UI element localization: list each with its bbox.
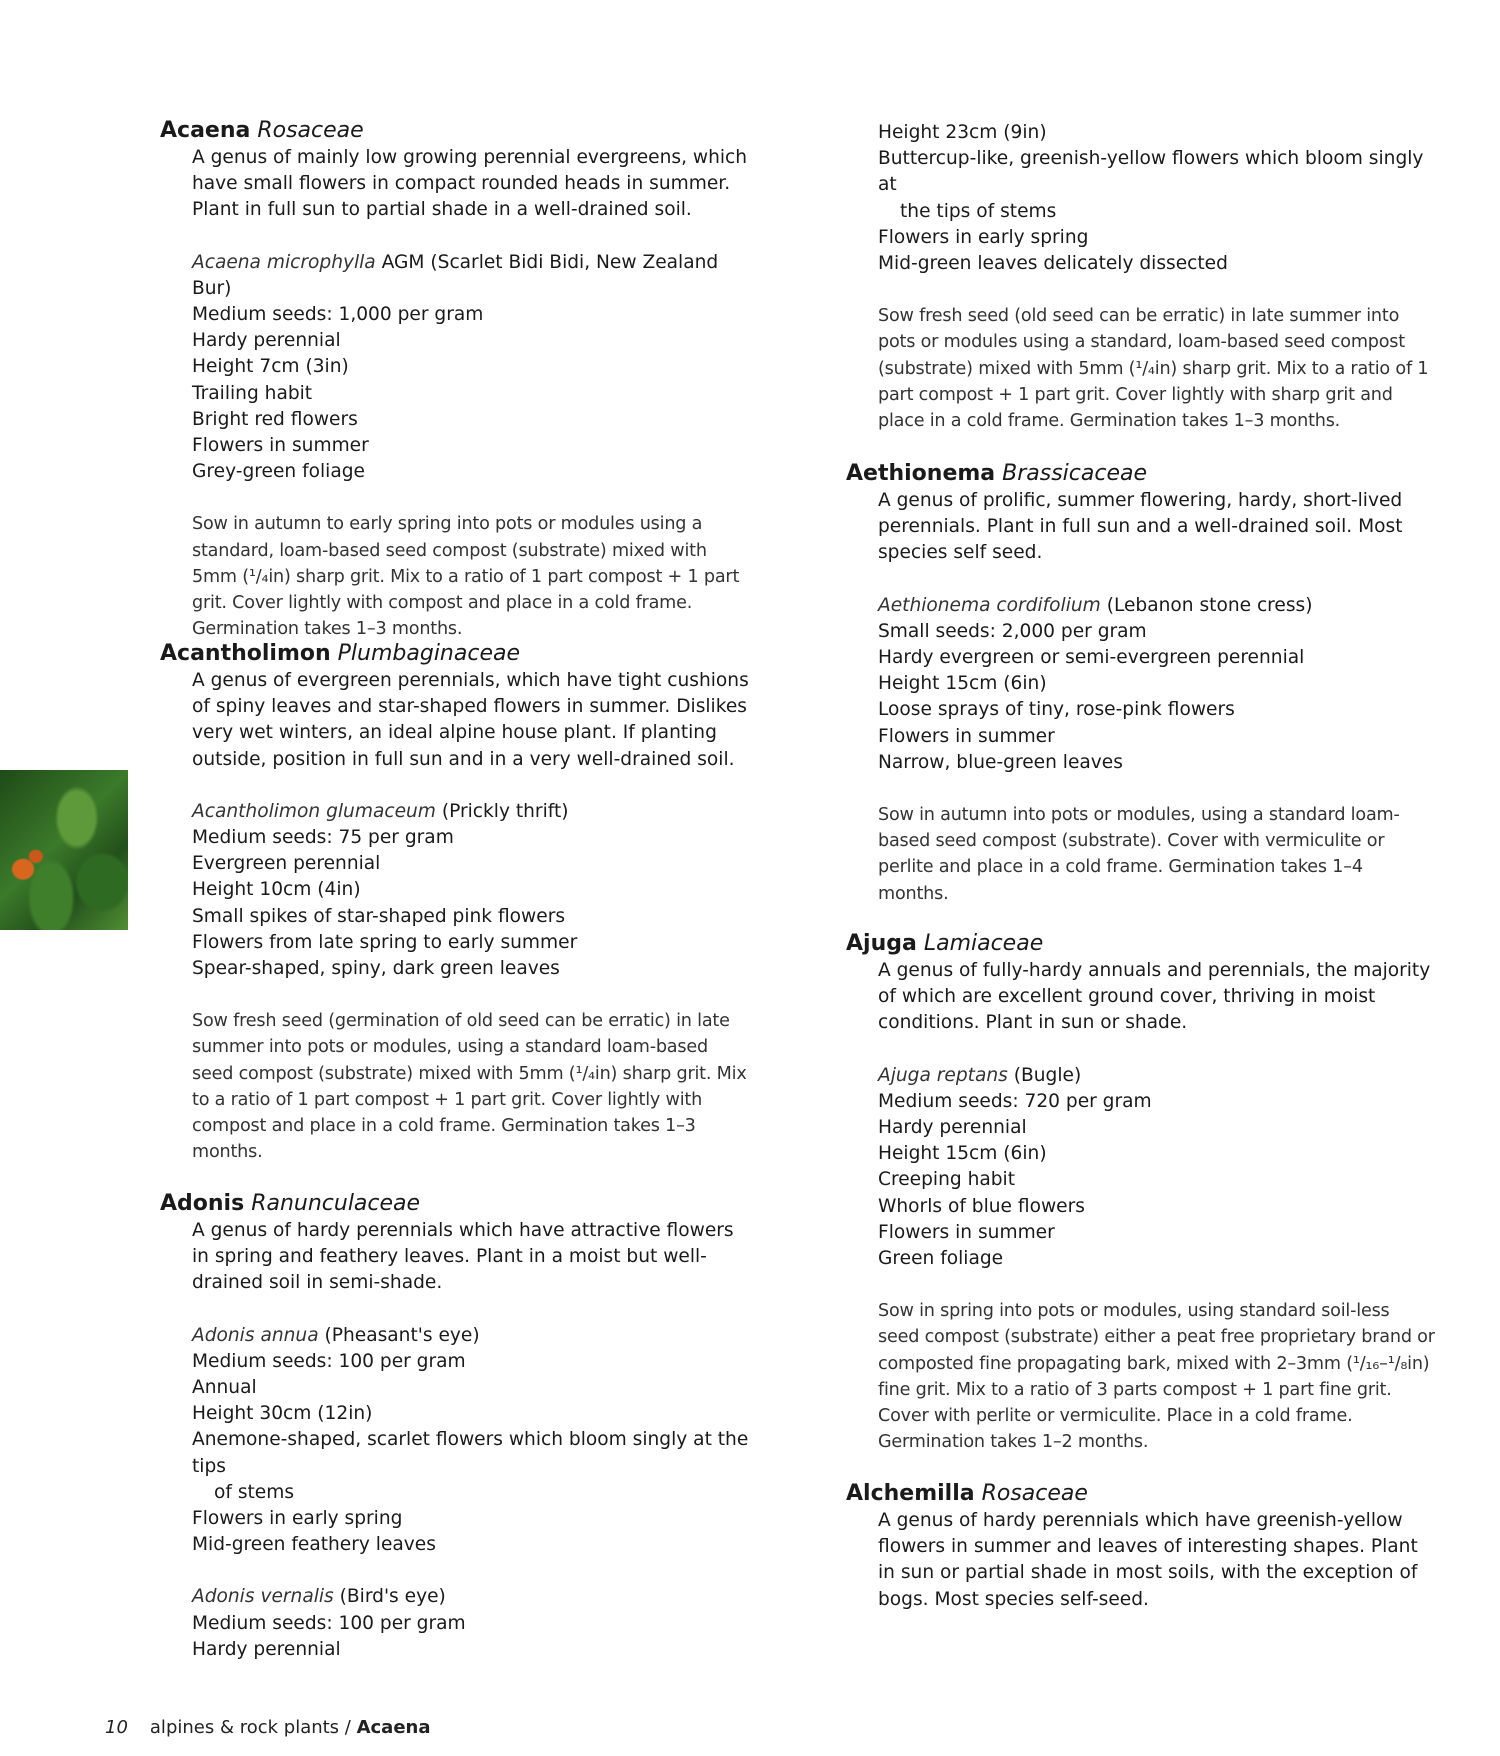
species-title [192,250,750,302]
genus-description: A genus of hardy perennials which have greenish-yellow flowers in summer and leaves of interesting shapes. Plant in sun or partial shade in most soils, with the exception of bogs. Most species self-seed. [878,1510,1418,1610]
species-block [878,120,1436,277]
genus-heading [160,1190,750,1218]
species-detail: Flowers in early spring [192,1508,403,1530]
family-name: Rosaceae [981,1481,1088,1506]
species-detail: Buttercup-like, greenish-yellow flowers which bloom singly at [878,148,1424,196]
species-detail: Medium seeds: 720 per gram [878,1090,1152,1112]
family-name: Brassicaceae [1002,461,1148,486]
species-detail: Grey-green foliage [192,461,365,483]
genus-heading [846,460,1436,488]
species-detail: Flowers in summer [192,435,369,457]
species-detail: Height 15cm (6in) [878,1143,1047,1165]
entry-aethionema [846,460,1436,907]
section-breadcrumb: alpines & rock plants / [149,1717,357,1738]
genus-description: A genus of evergreen perennials, which have tight cushions of spiny leaves and star-shaped flowers in summer. Dislikes very wet winters, an ideal alpine house plant. If planting outside, position in full sun and in a very well-drained soil. [192,670,749,770]
species-title [192,799,750,825]
species-detail: Small seeds: 2,000 per gram [878,620,1147,642]
species-title [878,593,1436,619]
species-common: (Bird's eye) [333,1586,446,1608]
species-detail: Height 10cm (4in) [192,879,361,901]
species-detail: Hardy perennial [878,1117,1027,1139]
plant-photo [0,770,128,930]
species-detail: Hardy evergreen or semi-evergreen perennial [878,647,1305,669]
entry-alchemilla [846,1480,1436,1613]
species-latin: Acantholimon glumaceum [192,800,436,822]
family-name: Lamiaceae [923,931,1044,956]
genus-description: A genus of prolific, summer flowering, hardy, short-lived perennials. Plant in full sun and a well-drained soil. Most species self seed. [878,490,1403,564]
genus-name: Ajuga [846,931,917,956]
species-detail: Height 15cm (6in) [878,673,1047,695]
species-detail: Anemone-shaped, scarlet flowers which bloom singly at the tips [192,1429,749,1477]
species-common: (Pheasant's eye) [318,1324,480,1346]
species-detail: Small spikes of star-shaped pink flowers [192,905,566,927]
species-detail: Narrow, blue-green leaves [878,751,1123,773]
species-common: AGM (Scarlet Bidi Bidi, New Zealand Bur) [192,251,719,299]
species-detail: Flowers in summer [878,725,1055,747]
species-detail: Medium seeds: 100 per gram [192,1350,466,1372]
species-detail: Medium seeds: 100 per gram [192,1612,466,1634]
species-detail: Mid-green leaves delicately dissected [878,253,1228,275]
genus-name: Aethionema [846,461,996,486]
species-detail: Whorls of blue flowers [878,1195,1085,1217]
genus-name: Adonis [160,1191,245,1216]
entry-adonis-continued [846,120,1436,434]
species-detail: Height 7cm (3in) [192,356,349,378]
species-detail: Flowers in early spring [878,226,1089,248]
species-block [192,799,750,982]
species-block [192,1323,750,1559]
species-block [192,250,750,486]
entry-acantholimon [160,640,750,1165]
genus-description: A genus of mainly low growing perennial evergreens, which have small flowers in compact rounded heads in summer. Plant in full sun to partial shade in a well-drained soil. [192,147,748,221]
species-detail: Creeping habit [878,1169,1016,1191]
genus-description: A genus of hardy perennials which have attractive flowers in spring and feathery leaves. Plant in a moist but well-drained soil in semi-shade. [192,1220,734,1294]
species-detail: Hardy perennial [192,330,341,352]
species-detail: Bright red flowers [192,408,358,430]
genus-heading [846,930,1436,958]
species-common: (Prickly thrift) [435,800,569,822]
species-detail: Annual [192,1377,257,1399]
species-detail: Mid-green feathery leaves [192,1534,436,1556]
species-block [878,593,1436,776]
entry-acaena [160,117,750,642]
species-detail: Medium seeds: 1,000 per gram [192,304,484,326]
species-latin: Acaena microphylla [192,251,376,273]
genus-name: Acantholimon [160,641,331,666]
species-detail: Trailing habit [192,382,313,404]
species-detail: Height 30cm (12in) [192,1403,373,1425]
species-detail: Flowers from late spring to early summer [192,931,578,953]
entry-adonis [160,1190,750,1689]
entry-ajuga [846,930,1436,1455]
species-detail: the tips of stems [900,200,1057,222]
species-detail: Spear-shaped, spiny, dark green leaves [192,958,560,980]
page-footer [105,1717,431,1739]
species-detail: Flowers in summer [878,1221,1055,1243]
species-block [878,1063,1436,1273]
species-common: (Lebanon stone cress) [1100,594,1313,616]
species-latin: Ajuga reptans [878,1064,1008,1086]
species-latin: Aethionema cordifolium [878,594,1101,616]
species-detail: of stems [214,1481,295,1503]
species-common: (Bugle) [1007,1064,1082,1086]
current-genus-breadcrumb: Acaena [356,1717,431,1738]
species-detail: Hardy perennial [192,1638,341,1660]
species-latin: Adonis annua [192,1324,319,1346]
family-name: Ranunculaceae [251,1191,421,1216]
species-detail: Loose sprays of tiny, rose-pink flowers [878,699,1235,721]
species-latin: Adonis vernalis [192,1586,334,1608]
page-number: 10 [105,1717,128,1738]
species-block [192,1584,750,1663]
sowing-instructions: Sow fresh seed (germination of old seed can be erratic) in late summer into pots or modules, using a standard loam-based seed compost (substrate) mixed with 5mm (¹/₄in) sharp grit. Mix to a ratio of 1 part compost + 1 part grit. Cover lightly with compost and place in a cold frame. Germination takes 1–3 months. [192,1011,747,1163]
species-title [878,1063,1436,1089]
genus-name: Acaena [160,118,251,143]
genus-description: A genus of fully-hardy annuals and perennials, the majority of which are excellent ground cover, thriving in moist conditions. Plant in sun or shade. [878,960,1431,1034]
species-title [192,1584,750,1610]
sowing-instructions: Sow in spring into pots or modules, using standard soil-less seed compost (substrate) either a peat free proprietary brand or composted fine propagating bark, mixed with 2–3mm (¹/₁₆–¹/₈in) fine grit. Mix to a ratio of 3 parts compost + 1 part fine grit. Cover with perlite or vermiculite. Place in a cold frame. Germination takes 1–2 months. [878,1301,1435,1453]
genus-heading [160,117,750,145]
sowing-instructions: Sow in autumn to early spring into pots or modules using a standard, loam-based seed compost (substrate) mixed with 5mm (¹/₄in) sharp grit. Mix to a ratio of 1 part compost + 1 part grit. Cover lightly with compost and place in a cold frame. Germination takes 1–3 months. [192,514,740,640]
genus-name: Alchemilla [846,1481,975,1506]
species-detail: Medium seeds: 75 per gram [192,827,454,849]
genus-heading [846,1480,1436,1508]
sowing-instructions: Sow fresh seed (old seed can be erratic) in late summer into pots or modules using a standard, loam-based seed compost (substrate) mixed with 5mm (¹/₄in) sharp grit. Mix to a ratio of 1 part compost + 1 part grit. Cover lightly with sharp grit and place in a cold frame. Germination takes 1–3 months. [878,306,1429,432]
species-detail: Green foliage [878,1248,1004,1270]
species-detail: Height 23cm (9in) [878,122,1047,143]
species-title [192,1323,750,1349]
sowing-instructions: Sow in autumn into pots or modules, using a standard loam-based seed compost (substrate). Cover with vermiculite or perlite and place in a cold frame. Germination takes 1–4 months. [878,805,1400,904]
family-name: Plumbaginaceae [337,641,521,666]
family-name: Rosaceae [257,118,364,143]
species-detail: Evergreen perennial [192,853,381,875]
genus-heading [160,640,750,668]
